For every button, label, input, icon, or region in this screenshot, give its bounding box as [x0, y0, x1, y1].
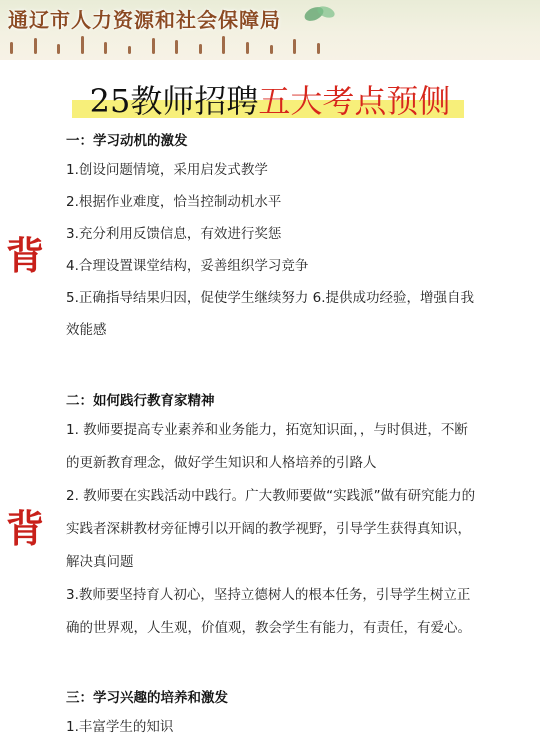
leaf-decoration-icon — [300, 0, 340, 30]
section-heading: 三：学习兴趣的培养和激发 — [66, 690, 228, 706]
page-title-area — [0, 72, 540, 128]
list-item: 的更新教育理念，做好学生知识和人格培养的引路人 — [66, 455, 377, 471]
page-title — [90, 76, 451, 122]
banner-title: 通辽市人力资源和社会保障局 — [8, 8, 281, 32]
list-item: 实践者深耕教材旁征博引以开阔的教学视野，引导学生获得真知识， — [66, 521, 471, 537]
list-item: 效能感 — [66, 322, 107, 338]
list-item: 2.根据作业难度，恰当控制动机水平 — [66, 194, 282, 210]
section-spacer — [66, 346, 490, 388]
list-item: 2. 教师要在实践活动中践行。广大教师要做“实践派”做有研究能力的 — [66, 488, 476, 504]
list-item: 4.合理设置课堂结构，妥善组织学习竞争 — [66, 258, 309, 274]
header-banner — [0, 0, 540, 60]
list-item: 3.教师要坚持育人初心，坚持立德树人的根本任务，引导学生树立正 — [66, 587, 471, 603]
list-item: 1.丰富学生的知识 — [66, 719, 174, 735]
section-spacer — [66, 645, 490, 685]
side-mark-memorize: 背 — [6, 233, 45, 278]
list-item: 3.充分利用反馈信息，有效进行奖惩 — [66, 226, 282, 242]
list-item: 解决真问题 — [66, 554, 134, 570]
mongolian-script-decoration — [10, 32, 320, 54]
page-title-part2: 五大考点预侧 — [258, 82, 451, 120]
list-item: 5.正确指导结果归因，促使学生继续努力 6.提供成功经验，增强自我 — [66, 290, 475, 306]
content-body — [66, 128, 490, 743]
section-heading: 一：学习动机的激发 — [66, 133, 188, 149]
list-item: 1. 教师要提高专业素养和业务能力，拓宽知识面，，与时俱进，不断 — [66, 422, 468, 438]
side-mark-memorize: 背 — [6, 506, 45, 551]
list-item: 确的世界观，人生观，价值观，教会学生有能力，有责任，有爱心。 — [66, 620, 471, 636]
section-heading: 二：如何践行教育家精神 — [66, 393, 215, 409]
list-item: 1.创设问题情境，采用启发式教学 — [66, 162, 268, 178]
page-title-part1: 25教师招聘 — [89, 82, 259, 120]
